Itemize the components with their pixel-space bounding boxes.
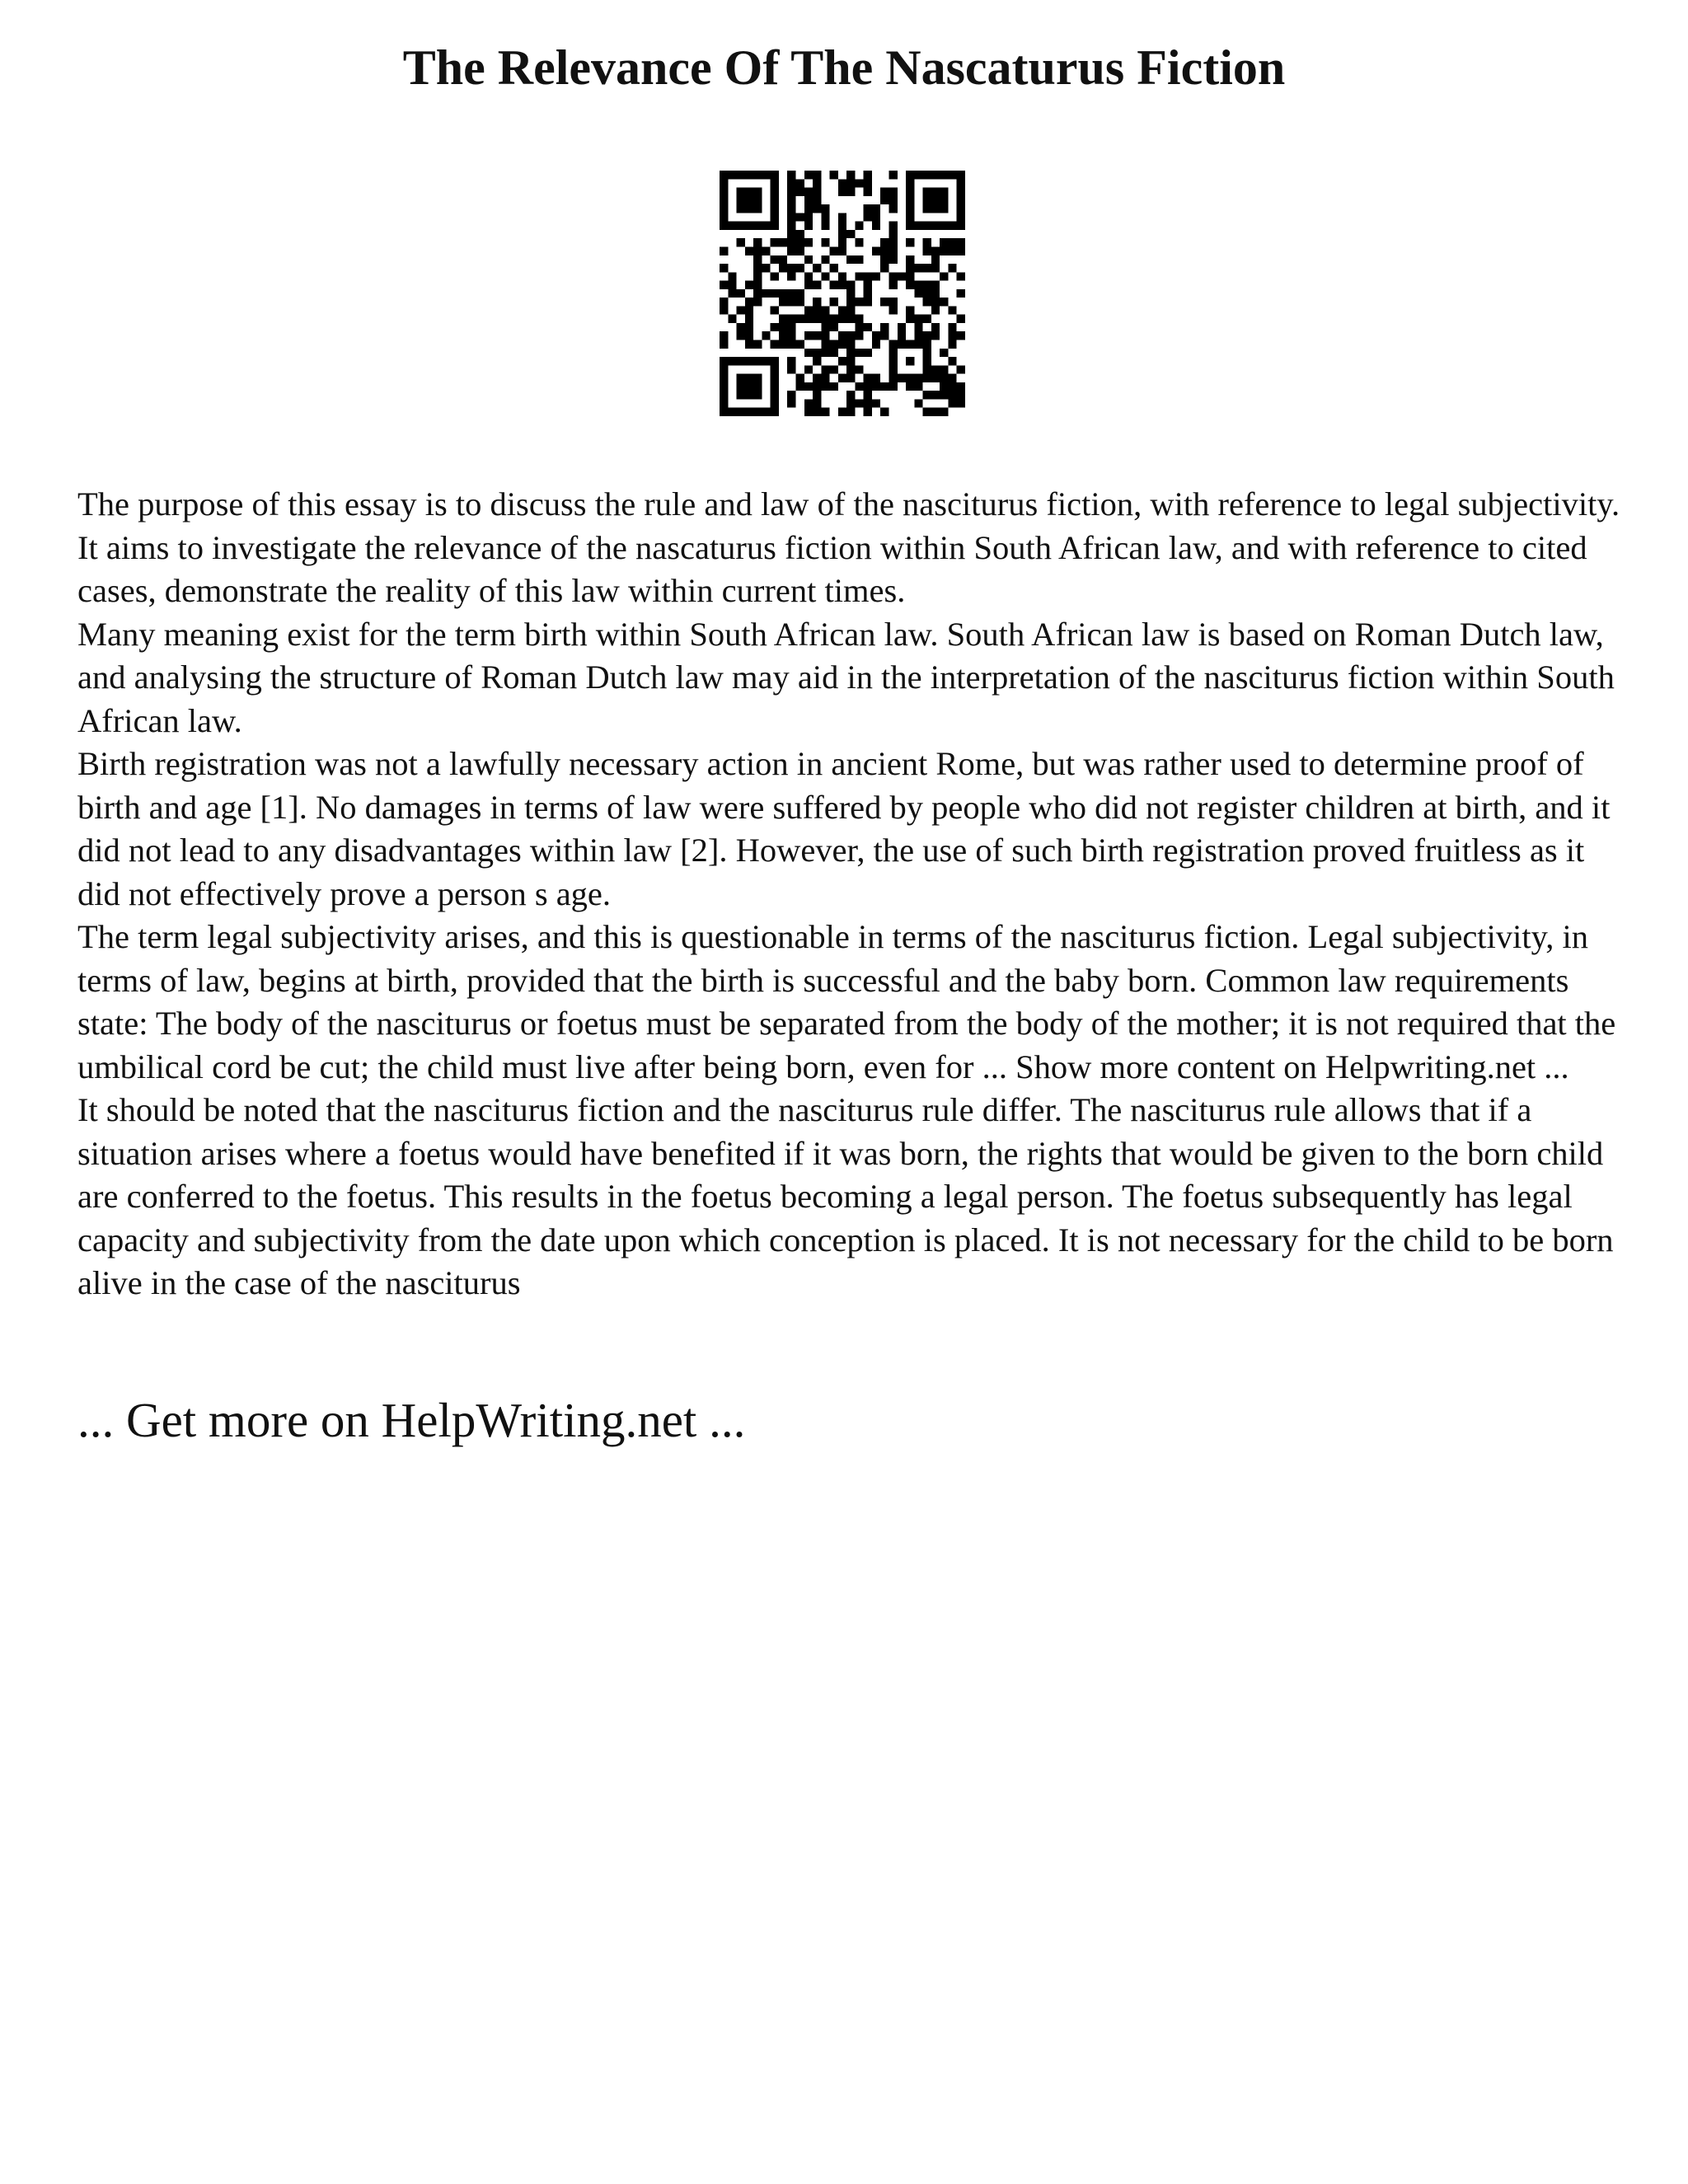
paragraph-intro: The purpose of this essay is to discuss the rule and law of the nasciturus fiction, with reference to legal subjectivity. It aims to investigate the relevance of the nascaturus fiction within South African law, and with reference to cited cases, demonstrate the reality of this law within current times. xyxy=(77,485,1620,609)
qr-code-icon xyxy=(720,171,965,416)
paragraph-birth-registration: Birth registration was not a lawfully necessary action in ancient Rome, but was rather used to determine proof of birth and age [1]. No damages in terms of law were suffered by people who did not register children at birth, and it did not lead to any disadvantages within law [2]. However, the use of such birth registration proved fruitless as it did not effectively prove a person s age. xyxy=(77,745,1611,912)
essay-body xyxy=(77,483,1627,1305)
paragraph-birth-meaning: Many meaning exist for the term birth within South African law. South African law is based on Roman Dutch law, and analysing the structure of Roman Dutch law may aid in the interpretation of the nasciturus fiction within South African law. xyxy=(77,615,1615,739)
get-more-link[interactable]: ... Get more on HelpWriting.net ... xyxy=(77,1393,746,1447)
document-title: The Relevance Of The Nascaturus Fiction xyxy=(402,40,1286,95)
paragraph-fiction-vs-rule: It should be noted that the nasciturus fiction and the nasciturus rule differ. The nasciturus rule allows that if a situation arises where a foetus would have benefited if it was born, the rights that would be given to the born child are conferred to the foetus. This results in the foetus becoming a legal person. The foetus subsequently has legal capacity and subjectivity from the date upon which conception is placed. It is not necessary for the child to be born alive in the case of the nasciturus xyxy=(77,1091,1614,1301)
paragraph-legal-subjectivity: The term legal subjectivity arises, and this is questionable in terms of the nasciturus fiction. Legal subjectivity, in terms of law, begins at birth, provided that the birth is successful and the baby born. Common law requirements state: The body of the nasciturus or foetus must be separated from the body of the mother; it is not required that the umbilical cord be cut; the child must live after being born, even for ... Show more content on Helpwriting.net ... xyxy=(77,918,1616,1085)
